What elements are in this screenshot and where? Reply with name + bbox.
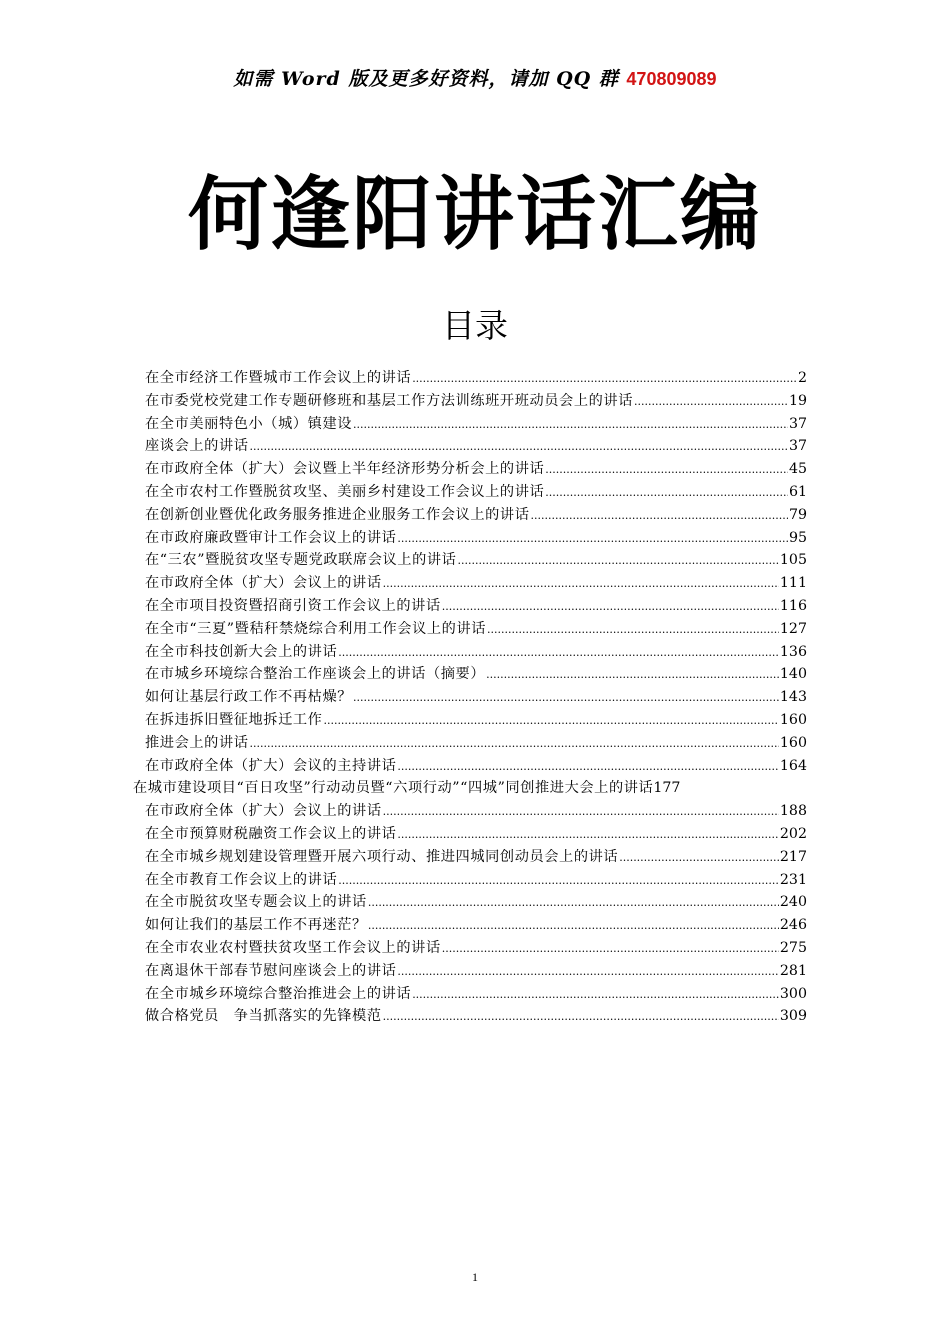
toc-entry-page: 300 [779, 985, 807, 1002]
toc-entry-page: 79 [788, 506, 807, 523]
toc-entry-page: 217 [779, 848, 807, 865]
toc-entry-title: 如何让我们的基层工作不再迷茫？ [145, 917, 367, 934]
header-text: 如需 Word 版及更多好资料，请加 QQ 群 [233, 68, 619, 90]
toc-leader-dots [619, 847, 779, 870]
toc-entry-page: 127 [779, 620, 807, 637]
toc-entry[interactable] [145, 914, 807, 937]
toc-entry-title: 在全市农业农村暨扶贫攻坚工作会议上的讲话 [145, 939, 441, 956]
toc-entry-page: 281 [779, 962, 807, 979]
toc-leader-dots [338, 870, 779, 893]
toc-leader-dots [383, 801, 779, 824]
toc-leader-dots [487, 619, 779, 642]
toc-entry-page: 111 [779, 575, 807, 592]
toc-entry-title: 如何让基层行政工作不再枯燥？ [145, 689, 353, 706]
toc-entry-page: 143 [779, 689, 807, 706]
toc-entry-title: 在拆违拆旧暨征地拆迁工作 [145, 711, 323, 728]
toc-entry[interactable] [145, 663, 807, 686]
toc-entry[interactable] [145, 595, 807, 618]
toc-entry-title: 在“三农”暨脱贫攻坚专题党政联席会议上的讲话 [145, 552, 457, 569]
toc-leader-dots [530, 505, 787, 528]
toc-entry[interactable] [145, 960, 807, 983]
toc-leader-dots [368, 892, 779, 915]
toc-entry[interactable] [145, 413, 807, 436]
toc-leader-dots [353, 687, 779, 710]
toc-entry[interactable] [145, 846, 807, 869]
toc-entry-page: 105 [779, 552, 807, 569]
toc-entry-title: 在全市城乡环境综合整治推进会上的讲话 [145, 985, 412, 1002]
toc-entry-title: 在城市建设项目“百日攻坚”行动动员暨“六项行动”“四城”同创推进大会上的讲话 [133, 780, 654, 797]
toc-entry[interactable] [145, 823, 807, 846]
toc-entry[interactable] [145, 732, 807, 755]
toc-leader-dots [250, 436, 788, 459]
toc-entry-page: 246 [779, 917, 807, 934]
toc-entry-title: 在市政府全体（扩大）会议的主持讲话 [145, 757, 397, 774]
toc-entry-title: 在创新创业暨优化政务服务推进企业服务工作会议上的讲话 [145, 506, 530, 523]
toc-entry[interactable] [145, 504, 807, 527]
toc-entry-page: 309 [779, 1008, 807, 1025]
toc-leader-dots [383, 573, 779, 596]
toc-entry-title: 在全市美丽特色小（城）镇建设 [145, 415, 353, 432]
toc-leader-dots [323, 710, 778, 733]
table-of-contents [133, 367, 807, 1028]
toc-entry-page: 19 [788, 392, 807, 409]
toc-entry-title: 在市委党校党建工作专题研修班和基层工作方法训练班开班动员会上的讲话 [145, 392, 633, 409]
toc-entry-title: 在市政府全体（扩大）会议上的讲话 [145, 803, 382, 820]
toc-entry-title: 在全市“三夏”暨秸秆禁烧综合利用工作会议上的讲话 [145, 620, 487, 637]
toc-entry-title: 在全市预算财税融资工作会议上的讲话 [145, 825, 397, 842]
toc-entry[interactable] [145, 527, 807, 550]
toc-entry-page: 2 [797, 370, 807, 386]
toc-leader-dots [368, 915, 779, 938]
toc-leader-dots [353, 414, 788, 437]
toc-entry-title: 在市城乡环境综合整治工作座谈会上的讲话（摘要） [145, 666, 486, 683]
toc-entry[interactable] [145, 618, 807, 641]
toc-entry-title: 做合格党员 争当抓落实的先锋模范 [145, 1008, 382, 1025]
toc-entry[interactable] [145, 869, 807, 892]
toc-leader-dots [442, 938, 779, 961]
toc-heading: 目录 [442, 306, 508, 345]
toc-entry[interactable] [145, 891, 807, 914]
toc-entry[interactable] [145, 435, 807, 458]
toc-leader-dots [457, 550, 778, 573]
toc-entry[interactable] [145, 983, 807, 1006]
toc-entry-page: 164 [779, 757, 807, 774]
toc-entry[interactable] [145, 641, 807, 664]
toc-entry-page: 37 [788, 438, 807, 455]
toc-entry-title: 推进会上的讲话 [145, 734, 249, 751]
header-line [0, 64, 950, 91]
toc-entry-page: 231 [779, 871, 807, 888]
toc-entry-page: 116 [779, 597, 807, 614]
toc-entry-title: 在全市城乡规划建设管理暨开展六项行动、推进四城同创动员会上的讲话 [145, 848, 619, 865]
toc-leader-dots [397, 528, 788, 551]
toc-leader-dots [412, 368, 797, 391]
toc-leader-dots [397, 824, 779, 847]
toc-entry-page: 160 [779, 711, 807, 728]
toc-entry-page: 61 [788, 483, 807, 500]
toc-entry-page: 202 [779, 825, 807, 842]
toc-entry[interactable] [145, 755, 807, 778]
toc-entry-page: 188 [779, 803, 807, 820]
toc-leader-dots [338, 642, 779, 665]
toc-leader-dots [412, 984, 779, 1007]
toc-entry-page: 177 [653, 780, 681, 797]
toc-entry-title: 在市政府廉政暨审计工作会议上的讲话 [145, 529, 397, 546]
toc-entry-page: 160 [779, 734, 807, 751]
toc-entry[interactable] [145, 709, 807, 732]
toc-entry[interactable] [133, 777, 819, 800]
toc-entry-title: 在全市脱贫攻坚专题会议上的讲话 [145, 894, 367, 911]
toc-leader-dots [397, 961, 779, 984]
toc-entry[interactable] [145, 481, 807, 504]
toc-leader-dots [634, 391, 788, 414]
toc-entry[interactable] [145, 937, 807, 960]
toc-entry-title: 在全市科技创新大会上的讲话 [145, 643, 338, 660]
document-title: 何逢阳讲话汇编 [188, 168, 762, 261]
toc-leader-dots [486, 664, 779, 687]
toc-entry-page: 240 [779, 894, 807, 911]
toc-entry-page: 95 [788, 529, 807, 546]
toc-entry-title: 在全市项目投资暨招商引资工作会议上的讲话 [145, 597, 441, 614]
toc-entry-title: 在市政府全体（扩大）会议暨上半年经济形势分析会上的讲话 [145, 461, 545, 478]
toc-leader-dots [250, 733, 779, 756]
toc-entry-page: 140 [779, 666, 807, 683]
page-number: 1 [472, 1270, 478, 1284]
toc-entry[interactable] [145, 800, 807, 823]
toc-entry[interactable] [145, 686, 807, 709]
toc-entry[interactable] [145, 1005, 807, 1028]
toc-entry-title: 在全市经济工作暨城市工作会议上的讲话 [145, 370, 412, 386]
toc-leader-dots [383, 1006, 779, 1029]
toc-entry-page: 136 [779, 643, 807, 660]
toc-entry[interactable] [145, 367, 807, 390]
toc-entry[interactable] [145, 549, 807, 572]
toc-entry-page: 37 [788, 415, 807, 432]
toc-leader-dots [545, 482, 788, 505]
toc-entry-title: 在市政府全体（扩大）会议上的讲话 [145, 575, 382, 592]
toc-entry-page: 275 [779, 939, 807, 956]
qq-group-number: 470809089 [626, 69, 717, 89]
toc-entry-title: 在离退休干部春节慰问座谈会上的讲话 [145, 962, 397, 979]
toc-entry-page: 45 [788, 461, 807, 478]
toc-entry[interactable] [145, 458, 807, 481]
toc-entry[interactable] [145, 572, 807, 595]
toc-entry-title: 座谈会上的讲话 [145, 438, 249, 455]
toc-leader-dots [442, 596, 779, 619]
toc-leader-dots [545, 459, 788, 482]
toc-entry-title: 在全市教育工作会议上的讲话 [145, 871, 338, 888]
toc-entry[interactable] [145, 390, 807, 413]
toc-entry-title: 在全市农村工作暨脱贫攻坚、美丽乡村建设工作会议上的讲话 [145, 483, 545, 500]
toc-leader-dots [397, 756, 779, 779]
